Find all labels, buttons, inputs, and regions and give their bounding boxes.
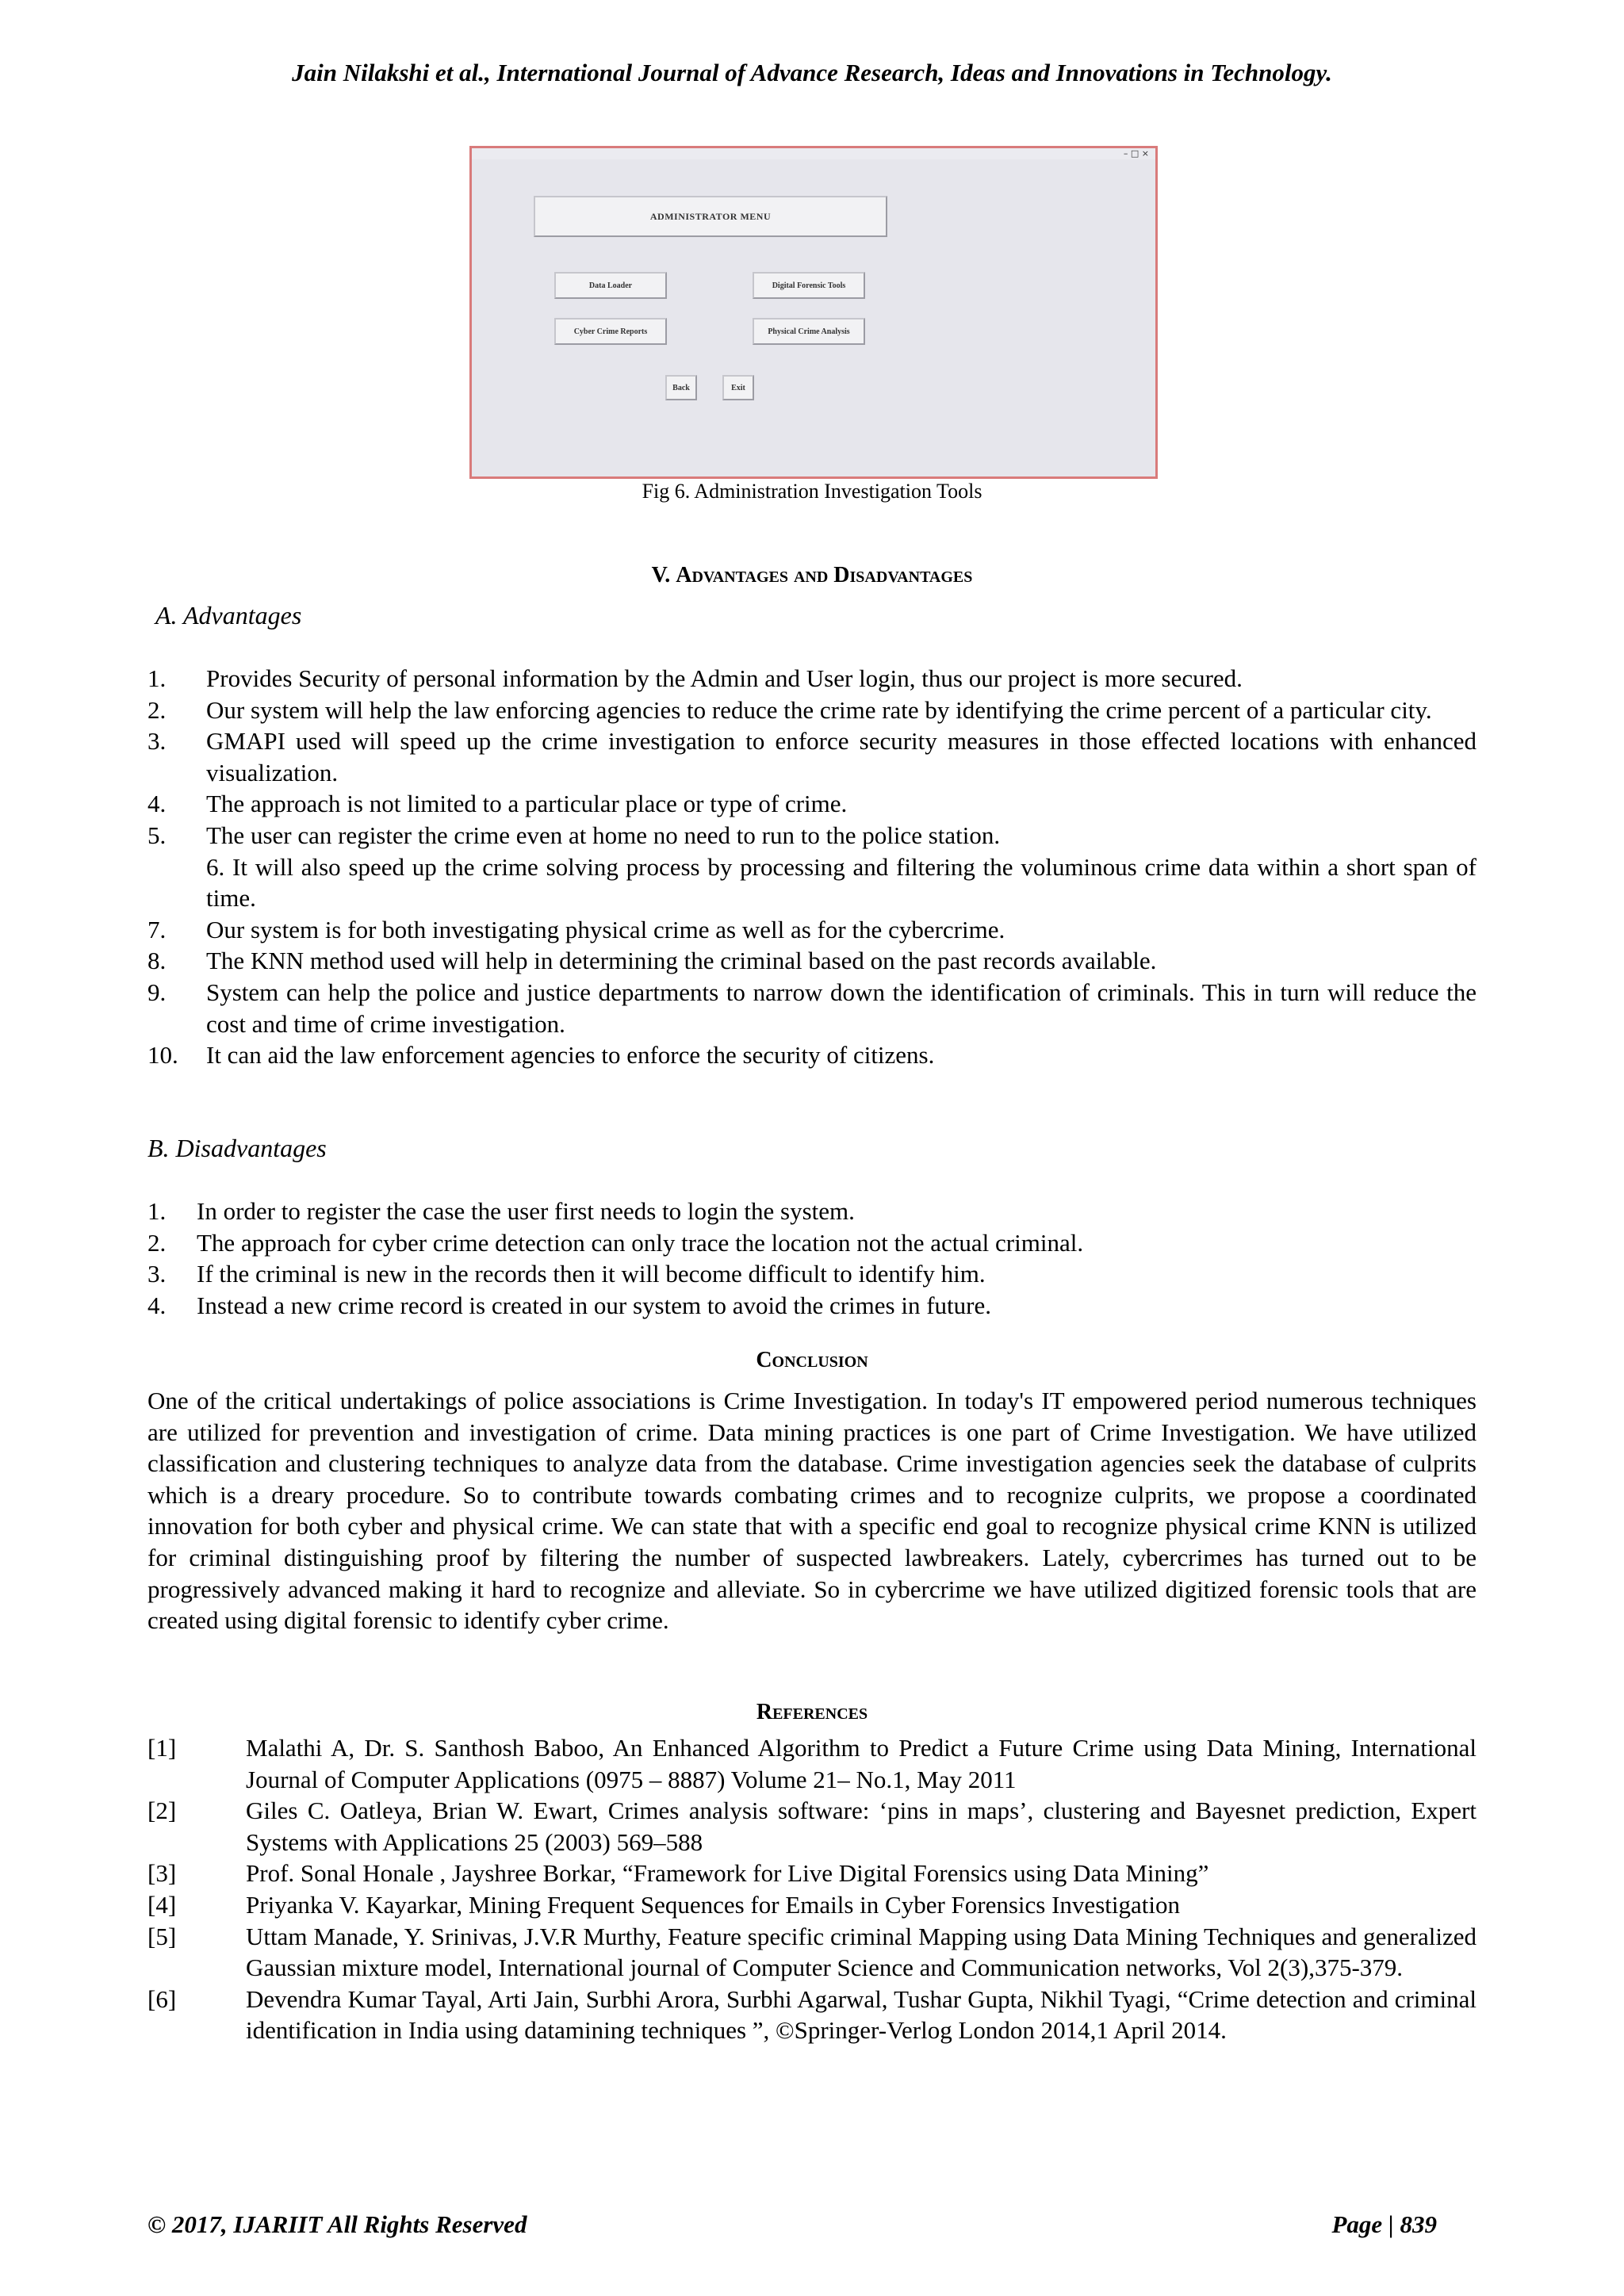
list-item: 5. The user can register the crime even at home no need to run to the police station.: [147, 821, 1001, 849]
advantages-heading: A. Advantages: [155, 601, 302, 629]
back-button[interactable]: Back: [665, 375, 697, 400]
references-heading: References: [756, 1700, 868, 1724]
window-controls[interactable]: – □ ×: [1123, 148, 1149, 159]
exit-button[interactable]: Exit: [722, 375, 754, 400]
footer-copyright: © 2017, IJARIIT All Rights Reserved: [147, 2210, 527, 2238]
physical-crime-analysis-button[interactable]: Physical Crime Analysis: [753, 318, 865, 345]
section-title: Advantages and Disadvantages: [676, 563, 973, 587]
figure-caption: Fig 6. Administration Investigation Tools: [642, 480, 982, 503]
reference-item: [4] Priyanka V. Kayarkar, Mining Frequent Sequences for Emails in Cyber Forensics Investigation: [147, 1890, 1180, 1919]
reference-item: [5] Uttam Manade, Y. Srinivas, J.V.R Murthy, Feature specific criminal Mapping using Data Mining Techniques and generalized Gaussian mixture model, International journal of Computer Science and Communication networks, Vol 2(3),375-379.: [147, 1922, 1477, 1982]
list-item: 2. The approach for cyber crime detection can only trace the location not the actual criminal.: [147, 1228, 1084, 1257]
list-item: 3. If the criminal is new in the records then it will become difficult to identify him.: [147, 1260, 986, 1288]
cyber-crime-reports-button[interactable]: Cyber Crime Reports: [554, 318, 667, 345]
list-item: 8. The KNN method used will help in determining the criminal based on the past records available.: [147, 947, 1157, 975]
reference-item: [2] Giles C. Oatleya, Brian W. Ewart, Crimes analysis software: ‘pins in maps’, clustering and Bayesnet prediction, Expert Systems with Applications 25 (2003) 569–588: [147, 1797, 1477, 1856]
references-list: [147, 1732, 1477, 2046]
list-item: 3. GMAPI used will speed up the crime investigation to enforce security measures in those effected locations with enhanced visualization.: [147, 727, 1477, 786]
window-titlebar: [472, 148, 1155, 159]
running-header: Jain Nilakshi et al., International Journal of Advance Research, Ideas and Innovations in Technology.: [292, 59, 1332, 86]
data-loader-button[interactable]: Data Loader: [554, 272, 667, 299]
administrator-menu-screenshot: [469, 146, 1158, 479]
advantages-list: [147, 663, 1477, 1071]
list-item: 4. Instead a new crime record is created in our system to avoid the crimes in future.: [147, 1291, 991, 1319]
list-item: 9. System can help the police and justice departments to narrow down the identification of criminals. This in turn will reduce the cost and time of crime investigation.: [147, 978, 1477, 1038]
disadvantages-heading: B. Disadvantages: [147, 1134, 327, 1162]
list-item: 4. The approach is not limited to a particular place or type of crime.: [147, 790, 848, 818]
reference-item: [3] Prof. Sonal Honale , Jayshree Borkar, “Framework for Live Digital Forensics using Data Mining”: [147, 1859, 1209, 1888]
list-item: 7. Our system is for both investigating physical crime as well as for the cybercrime.: [147, 915, 1005, 943]
list-item: 2. Our system will help the law enforcing agencies to reduce the crime rate by identifying the crime percent of a particular city.: [147, 695, 1432, 724]
list-item: 1. Provides Security of personal information by the Admin and User login, thus our project is more secured.: [147, 664, 1243, 692]
conclusion-heading: Conclusion: [756, 1348, 868, 1372]
section-heading-advantages-disadvantages: [0, 563, 1624, 588]
administrator-menu-title: ADMINISTRATOR MENU: [534, 196, 887, 237]
digital-forensic-tools-button[interactable]: Digital Forensic Tools: [753, 272, 865, 299]
section-number: V.: [651, 563, 671, 587]
list-item: 1. In order to register the case the user first needs to login the system.: [147, 1197, 855, 1225]
disadvantages-list: [147, 1196, 1477, 1321]
footer-page-number: Page | 839: [1331, 2210, 1437, 2238]
conclusion-paragraph: One of the critical undertakings of police associations is Crime Investigation. In today's IT empowered period numerous techniques are utilized for prevention and investigation of crime. Data mining practices is one part of Crime Investigation. We have utilized classification and clustering techniques to analyze data from the database. Crime investigation agencies seek the database of culprits which is a dreary procedure. So to contribute towards combating crimes and to recognize culprits, we propose a coordinated innovation for both cyber and physical crime. We can state that with a specific end goal to recognize physical crime KNN is utilized for criminal distinguishing proof by filtering the number of suspected lawbreakers. Lately, cybercrimes has turned out to be progressively advanced making it hard to recognize and alleviate. So in cybercrime we have utilized digitized forensic tools that are created using digital forensic to identify cyber crime.: [147, 1387, 1477, 1635]
reference-item: [1] Malathi A, Dr. S. Santhosh Baboo, An Enhanced Algorithm to Predict a Future Crime using Data Mining, International Journal of Computer Applications (0975 – 8887) Volume 21– No.1, May 2011: [147, 1734, 1477, 1793]
reference-item: [6] Devendra Kumar Tayal, Arti Jain, Surbhi Arora, Surbhi Agarwal, Tushar Gupta, Nikhil Tyagi, “Crime detection and criminal identification in India using datamining techniques ”, ©Springer-Verlog London 2014,1 April 2014.: [147, 1984, 1477, 2045]
list-item: 6. It will also speed up the crime solving process by processing and filtering the voluminous crime data within a short span of time.: [206, 852, 1477, 913]
list-item: 10. It can aid the law enforcement agencies to enforce the security of citizens.: [147, 1041, 935, 1070]
